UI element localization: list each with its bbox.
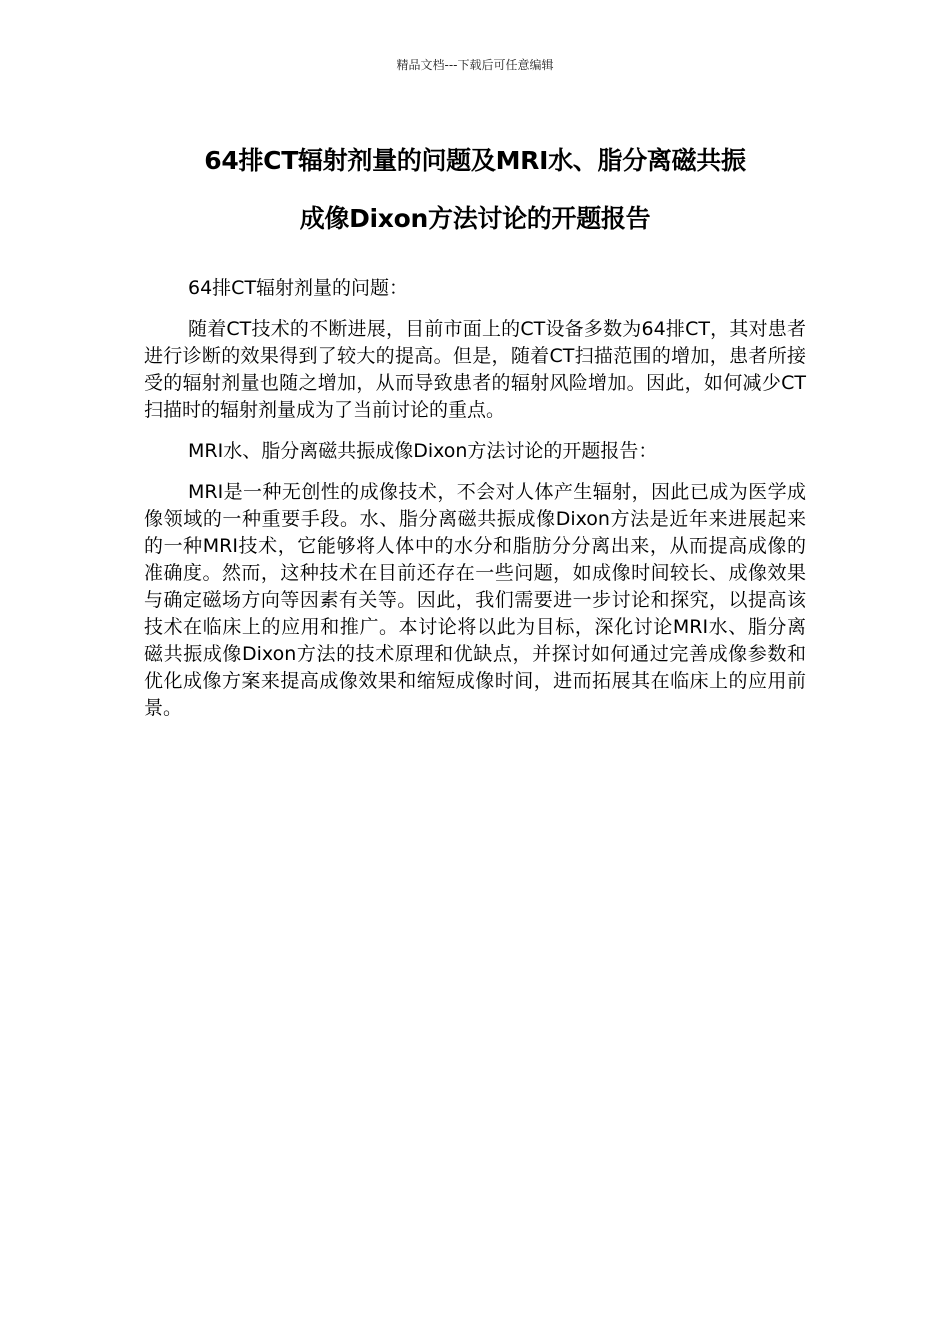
section-heading-mri: MRI水、脂分离磁共振成像Dixon方法讨论的开题报告： <box>188 440 658 462</box>
title-line-2: 成像Dixon方法讨论的开题报告 <box>299 204 651 233</box>
section-heading-ct: 64排CT辐射剂量的问题： <box>188 277 409 299</box>
page-header: 精品文档---下载后可任意编辑 <box>396 58 554 72</box>
section-paragraph-mri: MRI是一种无创性的成像技术，不会对人体产生辐射，因此已成为医学成像领域的一种重要手段。水、脂分离磁共振成像Dixon方法是近年来进展起来的一种MRI技术，它能够将人体中的水分和脂肪分分离出来，从而提高成像的准确度。然而，这种技术在目前还存在一些问题，如成像时间较长、成像效果与确定磁场方向等因素有关等。因此，我们需要进一步讨论和探究，以提高该技术在临床上的应用和推广。本讨论将以此为目标，深化讨论MRI水、脂分离磁共振成像Dixon方法的技术原理和优缺点，并探讨如何通过完善成像参数和优化成像方案来提高成像效果和缩短成像时间，进而拓展其在临床上的应用前景。 <box>144 481 806 719</box>
document-title <box>140 132 810 248</box>
section-paragraph-ct: 随着CT技术的不断进展，目前市面上的CT设备多数为64排CT，其对患者进行诊断的效果得到了较大的提高。但是，随着CT扫描范围的增加，患者所接受的辐射剂量也随之增加，从而导致患者的辐射风险增加。因此，如何减少CT扫描时的辐射剂量成为了当前讨论的重点。 <box>144 318 806 421</box>
title-line-1: 64排CT辐射剂量的问题及MRI水、脂分离磁共振 <box>204 146 746 175</box>
document-body <box>144 275 806 736</box>
